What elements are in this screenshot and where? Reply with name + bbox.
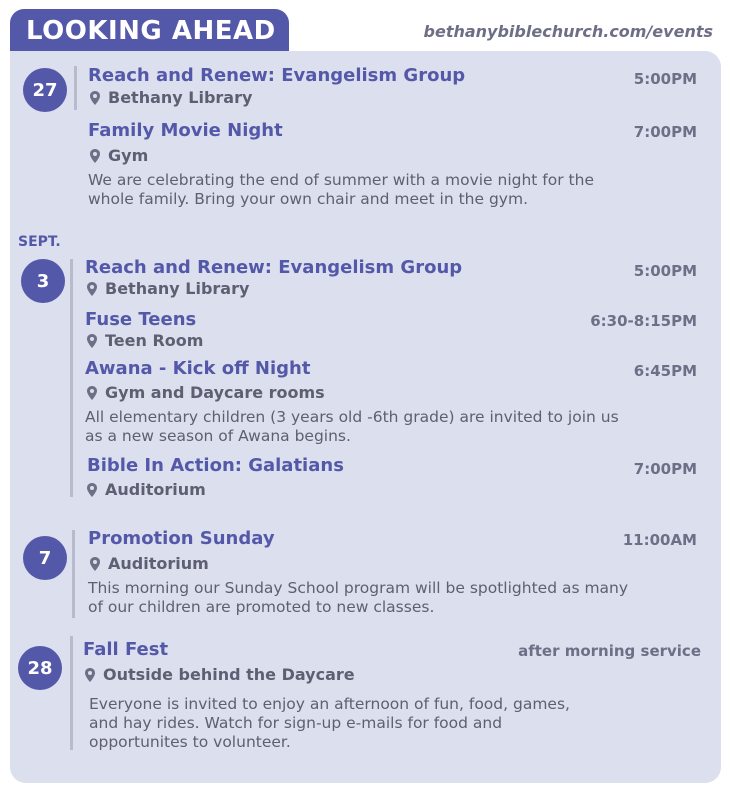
event-location xyxy=(85,383,325,402)
map-pin-icon xyxy=(85,385,99,401)
event-location xyxy=(88,554,209,573)
map-pin-icon xyxy=(88,556,102,572)
event-title: Family Movie Night xyxy=(88,120,283,141)
location-label: Auditorium xyxy=(108,554,209,573)
location-label: Auditorium xyxy=(105,480,206,499)
event-description: This morning our Sunday School program will be spotlighted as many of our children are promoted to new classes. xyxy=(88,579,629,616)
month-label: SEPT. xyxy=(18,234,61,250)
day-divider xyxy=(74,66,77,110)
event-time: 11:00AM xyxy=(622,531,697,549)
page-title: LOOKING AHEAD xyxy=(26,16,276,46)
event-location xyxy=(85,331,203,350)
event-time: 5:00PM xyxy=(633,262,697,280)
map-pin-icon xyxy=(83,667,97,683)
event-title: Promotion Sunday xyxy=(88,528,275,549)
map-pin-icon xyxy=(85,281,99,297)
event-title: Reach and Renew: Evangelism Group xyxy=(85,257,463,278)
event-time: after morning service xyxy=(518,642,701,660)
event-time: 6:30-8:15PM xyxy=(590,312,697,330)
event-title: Bible In Action: Galatians xyxy=(87,455,344,476)
event-location xyxy=(83,665,355,684)
location-label: Gym and Daycare rooms xyxy=(105,383,325,402)
event-time: 7:00PM xyxy=(633,123,697,141)
event-title: Reach and Renew: Evangelism Group xyxy=(88,65,466,86)
event-time: 5:00PM xyxy=(633,70,697,88)
map-pin-icon xyxy=(85,482,99,498)
event-location xyxy=(85,279,249,298)
location-label: Bethany Library xyxy=(105,279,250,298)
location-label: Outside behind the Daycare xyxy=(103,665,355,684)
day-badge: 3 xyxy=(21,259,65,303)
event-description: We are celebrating the end of summer with a movie night for the whole family. Bring your own chair and meet in the gym. xyxy=(88,171,594,208)
location-label: Bethany Library xyxy=(108,88,253,107)
day-divider xyxy=(70,636,73,750)
day-badge: 27 xyxy=(23,68,67,112)
event-description: Everyone is invited to enjoy an afternoon of fun, food, games, and hay rides. Watch for sign-up e-mails for food and opportunites to volunteer. xyxy=(89,695,570,751)
location-label: Teen Room xyxy=(105,331,204,350)
day-divider xyxy=(70,259,73,497)
map-pin-icon xyxy=(88,148,102,164)
day-badge: 7 xyxy=(23,536,67,580)
events-url[interactable]: bethanybiblechurch.com/events xyxy=(423,22,713,41)
event-location xyxy=(88,146,148,165)
event-location xyxy=(88,88,252,107)
day-badge: 28 xyxy=(18,646,62,690)
map-pin-icon xyxy=(85,333,99,349)
event-title: Awana - Kick off Night xyxy=(85,358,311,379)
event-description: All elementary children (3 years old -6th grade) are invited to join us as a new season of Awana begins. xyxy=(85,408,619,445)
event-time: 6:45PM xyxy=(633,362,697,380)
location-label: Gym xyxy=(108,146,149,165)
event-title: Fuse Teens xyxy=(85,309,197,330)
event-title: Fall Fest xyxy=(83,639,169,660)
day-divider xyxy=(72,530,75,618)
event-location xyxy=(85,480,206,499)
map-pin-icon xyxy=(88,90,102,106)
event-time: 7:00PM xyxy=(633,460,697,478)
